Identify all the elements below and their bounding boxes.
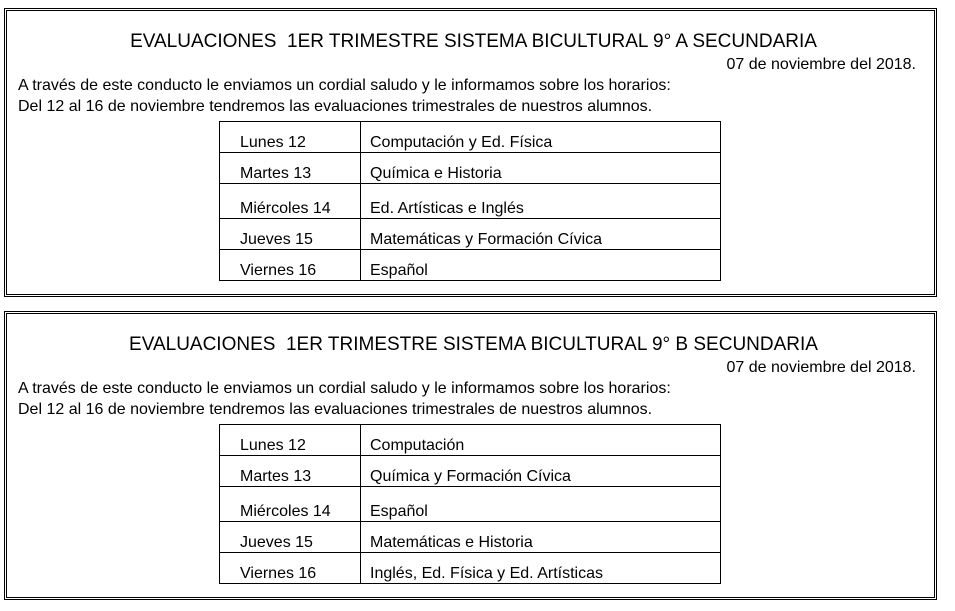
table-row [220, 153, 721, 184]
subject-cell: Química y Formación Cívica [361, 456, 721, 487]
subject-cell: Ed. Artísticas e Inglés [361, 184, 721, 219]
subject-cell: Computación [361, 425, 721, 456]
table-row [220, 553, 721, 584]
table-row [220, 250, 721, 281]
notice-title: EVALUACIONES 1ER TRIMESTRE SISTEMA BICULTURAL 9° A SECUNDARIA [130, 31, 817, 52]
day-cell: Viernes 16 [220, 250, 361, 281]
intro-greeting: A través de este conducto le enviamos un cordial saludo y le informamos sobre los horarios: [18, 380, 671, 397]
notice-date: 07 de noviembre del 2018. [726, 359, 916, 376]
intro-dates: Del 12 al 16 de noviembre tendremos las evaluaciones trimestrales de nuestros alumnos. [18, 401, 653, 418]
table-row [220, 456, 721, 487]
day-cell: Jueves 15 [220, 522, 361, 553]
table-row [220, 184, 721, 219]
table-row [220, 425, 721, 456]
day-cell: Jueves 15 [220, 219, 361, 250]
notice-9b [4, 311, 937, 600]
table-row [220, 219, 721, 250]
subject-cell: Español [361, 487, 721, 522]
subject-cell: Inglés, Ed. Física y Ed. Artísticas [361, 553, 721, 584]
day-cell: Miércoles 14 [220, 487, 361, 522]
table-row [220, 522, 721, 553]
subject-cell: Matemáticas y Formación Cívica [361, 219, 721, 250]
intro-greeting: A través de este conducto le enviamos un cordial saludo y le informamos sobre los horarios: [18, 77, 671, 94]
day-cell: Lunes 12 [220, 122, 361, 153]
day-cell: Martes 13 [220, 456, 361, 487]
subject-cell: Computación y Ed. Física [361, 122, 721, 153]
notice-9a [4, 8, 937, 297]
day-cell: Martes 13 [220, 153, 361, 184]
intro-dates: Del 12 al 16 de noviembre tendremos las evaluaciones trimestrales de nuestros alumnos. [18, 98, 653, 115]
day-cell: Viernes 16 [220, 553, 361, 584]
subject-cell: Matemáticas e Historia [361, 522, 721, 553]
notice-date: 07 de noviembre del 2018. [726, 56, 916, 73]
schedule-table [219, 424, 721, 584]
table-row [220, 122, 721, 153]
day-cell: Lunes 12 [220, 425, 361, 456]
day-cell: Miércoles 14 [220, 184, 361, 219]
table-row [220, 487, 721, 522]
subject-cell: Química e Historia [361, 153, 721, 184]
schedule-table [219, 121, 721, 281]
notice-title: EVALUACIONES 1ER TRIMESTRE SISTEMA BICULTURAL 9° B SECUNDARIA [129, 334, 818, 355]
subject-cell: Español [361, 250, 721, 281]
